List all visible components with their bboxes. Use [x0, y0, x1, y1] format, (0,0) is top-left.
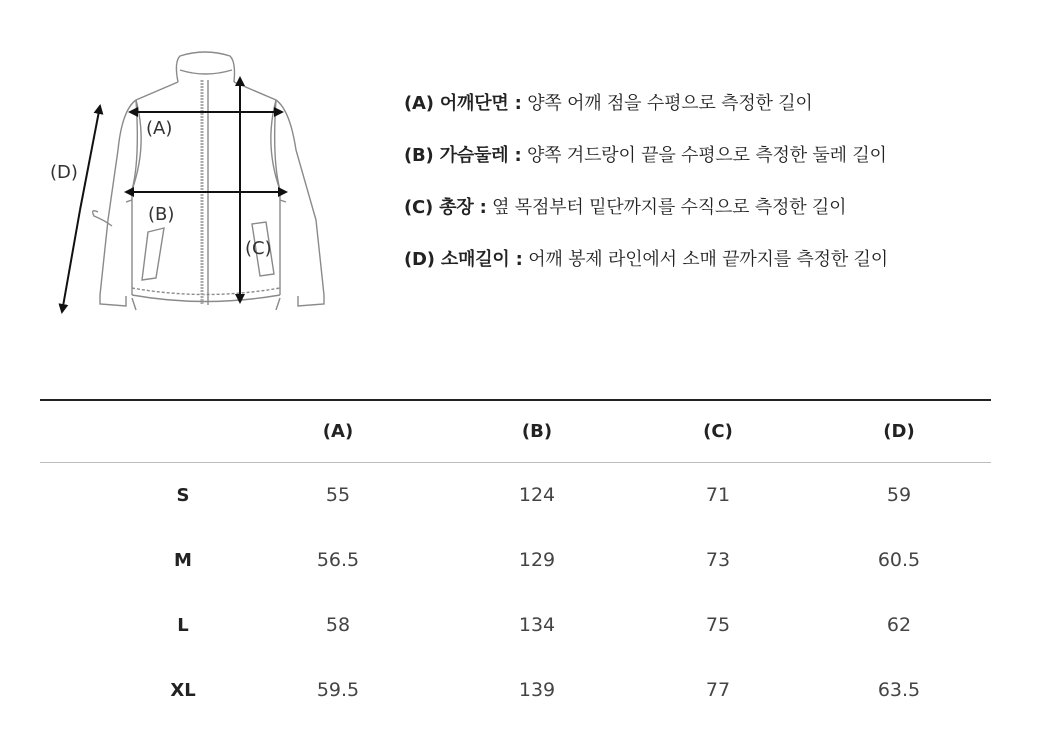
legend-item-a: [404, 86, 1044, 138]
size-cell: S: [176, 485, 190, 506]
legend-key: (A) 어깨단면 :: [404, 93, 522, 114]
legend-text: 옆 목점부터 밑단까지를 수직으로 측정한 길이: [486, 197, 847, 218]
legend-item-b: [404, 138, 1044, 190]
column-header-d: (D): [883, 421, 915, 442]
table-cell: 62: [886, 614, 912, 636]
legend-key: (B) 가슴둘레 :: [404, 145, 522, 166]
legend-text: 양쪽 어깨 점을 수평으로 측정한 길이: [521, 93, 813, 114]
table-cell: 56.5: [316, 549, 360, 571]
table-cell: 63.5: [877, 679, 921, 701]
size-table: [40, 399, 991, 723]
diagram-label-b: (B): [148, 204, 175, 225]
legend-item-c: [404, 190, 1044, 242]
legend-item-d: [404, 242, 1044, 294]
measurement-arrows: [62, 78, 286, 312]
table-header-row: [40, 399, 991, 463]
table-row: [40, 528, 991, 593]
table-cell: 124: [518, 484, 556, 506]
table-cell: 59.5: [316, 679, 360, 701]
column-header-a: (A): [322, 421, 354, 442]
table-cell: 77: [705, 679, 731, 701]
table-cell: 71: [705, 484, 731, 506]
size-cell: XL: [170, 680, 196, 701]
table-body: [40, 463, 991, 723]
table-cell: 134: [518, 614, 556, 636]
table-cell: 60.5: [877, 549, 921, 571]
jacket-measurement-diagram: [40, 40, 360, 330]
table-cell: 59: [886, 484, 912, 506]
table-cell: 55: [325, 484, 351, 506]
measurement-legend: [404, 86, 1044, 294]
legend-text: 양쪽 겨드랑이 끝을 수평으로 측정한 둘레 길이: [521, 145, 887, 166]
size-cell: L: [177, 615, 189, 636]
legend-text: 어깨 봉제 라인에서 소매 끝까지를 측정한 길이: [522, 249, 888, 270]
column-header-c: (C): [703, 421, 733, 442]
diagram-label-d: (D): [50, 162, 78, 183]
table-cell: 73: [705, 549, 731, 571]
table-cell: 75: [705, 614, 731, 636]
diagram-label-c: (C): [245, 238, 272, 259]
table-cell: 139: [518, 679, 556, 701]
table-row: [40, 593, 991, 658]
table-row: [40, 463, 991, 528]
column-header-b: (B): [521, 421, 553, 442]
jacket-illustration: [40, 40, 360, 330]
legend-key: (D) 소매길이 :: [404, 249, 523, 270]
legend-key: (C) 총장 :: [404, 197, 487, 218]
table-cell: 58: [325, 614, 351, 636]
jacket-outline: [93, 52, 324, 310]
diagram-label-a: (A): [146, 118, 173, 139]
table-row: [40, 658, 991, 723]
size-cell: M: [174, 550, 192, 571]
table-cell: 129: [518, 549, 556, 571]
